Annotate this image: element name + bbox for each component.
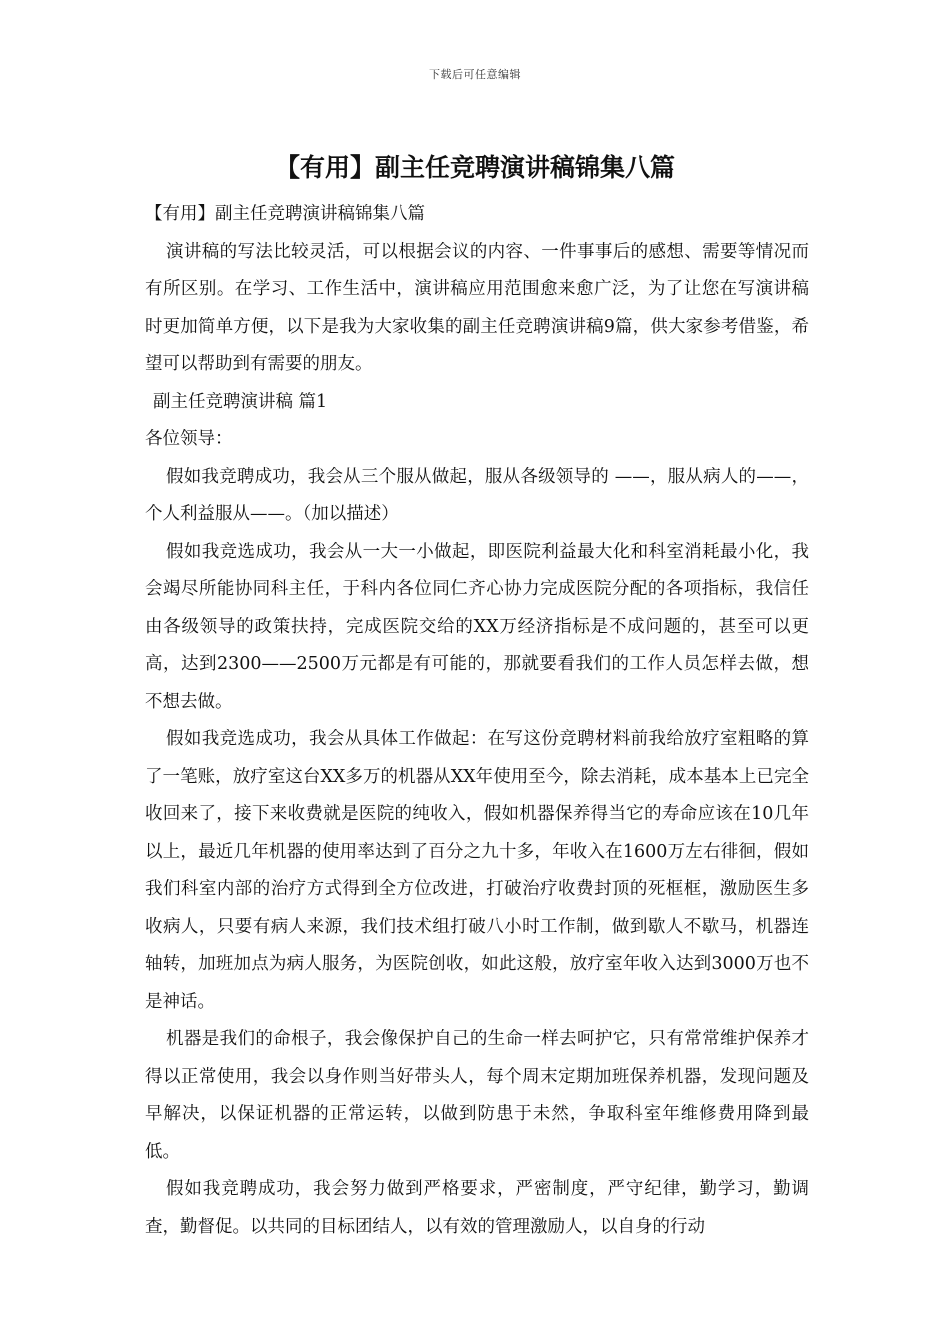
body-paragraph-1: 假如我竞聘成功，我会从三个服从做起，服从各级领导的 ——，服从病人的——，个人利益服从——。（加以描述） [145, 466, 809, 524]
body-paragraph-2: 假如我竞选成功，我会从一大一小做起，即医院利益最大化和科室消耗最小化，我会竭尽所能协同科主任，于科内各位同仁齐心协力完成医院分配的各项指标，我信任由各级领导的政策扶持，完成医院交给的XX万经济指标是不成问题的，甚至可以更高，达到2300——2500万元都是有可能的，那就要看我们的工作人员怎样去做，想不想去做。 [145, 541, 809, 712]
body-paragraph-4: 机器是我们的命根子，我会像保护自己的生命一样去呵护它，只有常常维护保养才得以正常使用，我会以身作则当好带头人，每个周末定期加班保养机器，发现问题及早解决，以保证机器的正常运转，以做到防患于未然，争取科室年维修费用降到最低。 [145, 1029, 809, 1162]
page-header-note: 下载后可任意编辑 [429, 68, 521, 81]
document-body [145, 196, 809, 1246]
salutation: 各位领导： [145, 429, 233, 449]
document-subtitle: 【有用】副主任竞聘演讲稿锦集八篇 [145, 204, 425, 224]
intro-paragraph: 演讲稿的写法比较灵活，可以根据会议的内容、一件事事后的感想、需要等情况而有所区别。在学习、工作生活中，演讲稿应用范围愈来愈广泛，为了让您在写演讲稿时更加简单方便，以下是我为大家收集的副主任竞聘演讲稿9篇，供大家参考借鉴，希望可以帮助到有需要的朋友。 [145, 241, 809, 374]
document-title: 【有用】副主任竞聘演讲稿锦集八篇 [274, 153, 675, 182]
body-paragraph-3: 假如我竞选成功，我会从具体工作做起：在写这份竞聘材料前我给放疗室粗略的算了一笔账，放疗室这台XX多万的机器从XX年使用至今，除去消耗，成本基本上已完全收回来了，接下来收费就是医院的纯收入，假如机器保养得当它的寿命应该在10几年以上，最近几年机器的使用率达到了百分之九十多，年收入在1600万左右徘徊，假如我们科室内部的治疗方式得到全方位改进，打破治疗收费封顶的死框框，激励医生多收病人，只要有病人来源，我们技术组打破八小时工作制，做到歇人不歇马，机器连轴转，加班加点为病人服务，为医院创收，如此这般，放疗室年收入达到3000万也不是神话。 [145, 729, 809, 1012]
body-paragraph-5: 假如我竞聘成功，我会努力做到严格要求，严密制度，严守纪律，勤学习，勤调查，勤督促。以共同的目标团结人，以有效的管理激励人，以自身的行动 [145, 1179, 809, 1237]
section-heading: 副主任竞聘演讲稿 篇1 [153, 391, 328, 412]
